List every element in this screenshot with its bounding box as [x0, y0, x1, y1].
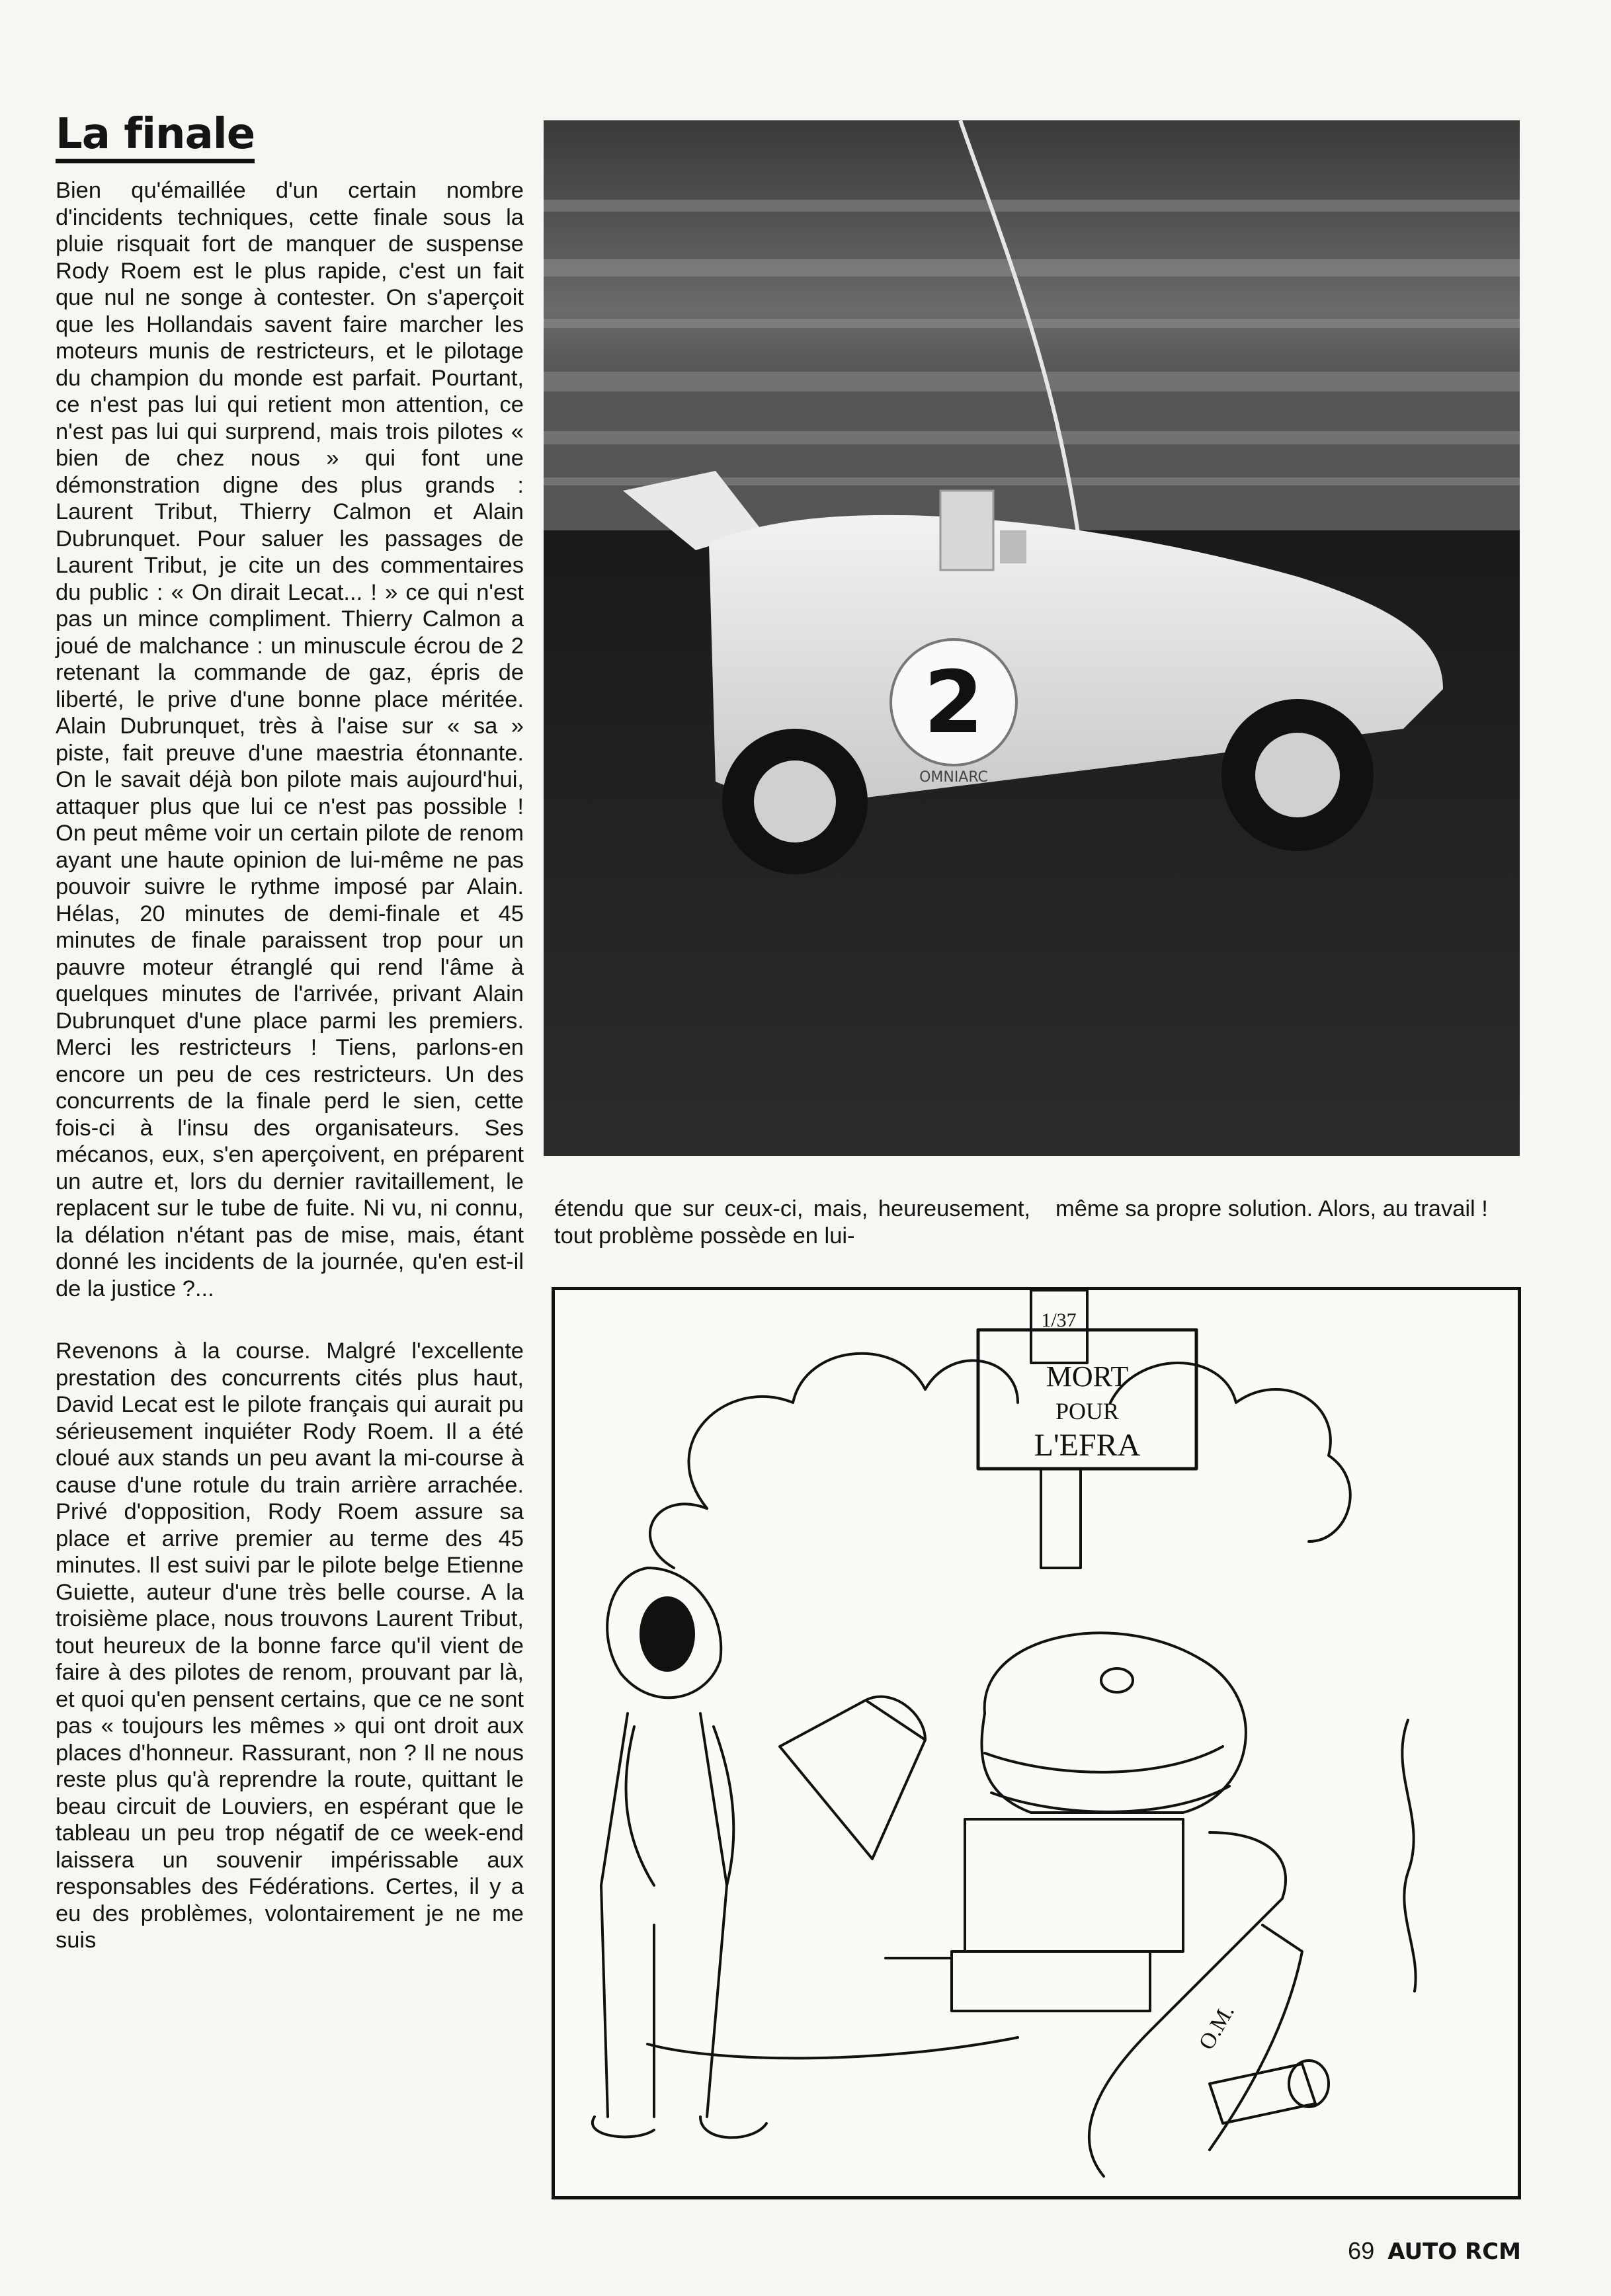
cartoon-drawing: [555, 1290, 1518, 2196]
article-paragraph: Bien qu'émaillée d'un certain nombre d'incidents techniques, cette finale sous la pluie risquait fort de manquer de suspense Rody Roem est le plus rapide, c'est un fait que nul ne songe à contester. On s'aperçoit que les Hollandais savent faire marcher les moteurs munis de restricteurs, et le pilotage du champion du monde est parfait. Pourtant, ce n'est pas lui qui retient mon attention, ce n'est pas lui qui surprend, mais trois pilotes « bien de chez nous » qui font une démonstration digne des plus grands : Laurent Tribut, Thierry Calmon et Alain Dubrunquet. Pour saluer les passages de Laurent Tribut, je cite un des commentaires du public : « On dirait Lecat... ! » ce qui n'est pas un mince compliment. Thierry Calmon a joué de malchance : un minuscule écrou de 2 retenant la commande de gaz, épris de liberté, le prive d'une bonne place méritée. Alain Dubrunquet, très à l'aise sur « sa » piste, fait preuve d'une maestria étonnante. On le savait déjà bon pilote mais aujourd'hui, attaquer plus que lui ce n'est pas possible ! On peut même voir un certain pilote de renom ayant une haute opinion de lui-même ne pas pouvoir suivre le rythme imposé par Alain. Hélas, 20 minutes de demi-finale et 45 minutes de finale paraissent trop pour un pauvre moteur étranglé qui rend l'âme à quelques minutes de l'arrivée, privant Alain Dubrunquet d'une place parmi les premiers. Merci les restricteurs ! Tiens, parlons-en encore un peu de ces restricteurs. Un des concurrents de la finale perd le sien, cette fois-ci à l'insu des organisateurs. Ses mécanos, eux, s'en aperçoivent, en préparent un autre et, lors du dernier ravitaillement, le replacent sur le tube de fuite. Ni vu, ni connu, la délation n'étant pas de mise, mais, étant donné les incidents de la journée, qu'en est-il de la justice ?...: [56, 178, 524, 1301]
sign-line-2: POUR: [1055, 1398, 1120, 1424]
muffler-mark: O.M.: [1194, 2000, 1239, 2055]
page-number: 69: [1348, 2237, 1375, 2264]
article-left-column: [56, 177, 524, 1990]
cartoon-sign-text: [1034, 1309, 1239, 2054]
section-heading: La finale: [56, 111, 255, 163]
page-footer: [1348, 2237, 1521, 2265]
sign-line-3: L'EFRA: [1034, 1428, 1141, 1463]
cartoon-illustration: [552, 1287, 1521, 2199]
continuation-text-1: étendu que sur ceux-ci, mais, heureusement, tout problème possède en lui-: [554, 1196, 1030, 1249]
race-car-photo-graphic: [544, 120, 1520, 1156]
car-number: 2: [923, 652, 984, 753]
magazine-name: AUTO RCM: [1387, 2238, 1521, 2265]
race-car-photo: [544, 120, 1520, 1156]
sign-line-1: MORT: [1046, 1360, 1129, 1393]
sign-top-mark: 1/37: [1041, 1309, 1077, 1331]
continuation-text-2: même sa propre solution. Alors, au travail !: [1055, 1196, 1488, 1221]
car-sponsor-mark: OMNIARC: [919, 769, 988, 786]
article-paragraph: Revenons à la course. Malgré l'excellente prestation des concurrents cités plus haut, David Lecat est le pilote français qui aurait pu sérieusement inquiéter Rody Roem. Il a été cloué aux stands un peu avant la mi-course à cause d'une rotule du train arrière arrachée. Privé d'opposition, Rody Roem assure sa place et arrive premier au terme des 45 minutes. Il est suivi par le pilote belge Etienne Guiette, auteur d'une très belle course. A la troisième place, nous trouvons Laurent Tribut, tout heureux de la bonne farce qu'il vient de faire à des pilotes de renom, prouvant par là, et quoi qu'en pensent certains, que ce ne sont pas « toujours les mêmes » qui ont droit aux places d'honneur. Rassurant, non ? Il ne nous reste plus qu'à reprendre la route, quittant le beau circuit de Louviers, en espérant que le tableau un peu trop négatif de ce week-end laissera un souvenir impérissable aux responsables des Fédérations. Certes, il y a eu des problèmes, volontairement je ne me suis: [56, 1338, 524, 1953]
